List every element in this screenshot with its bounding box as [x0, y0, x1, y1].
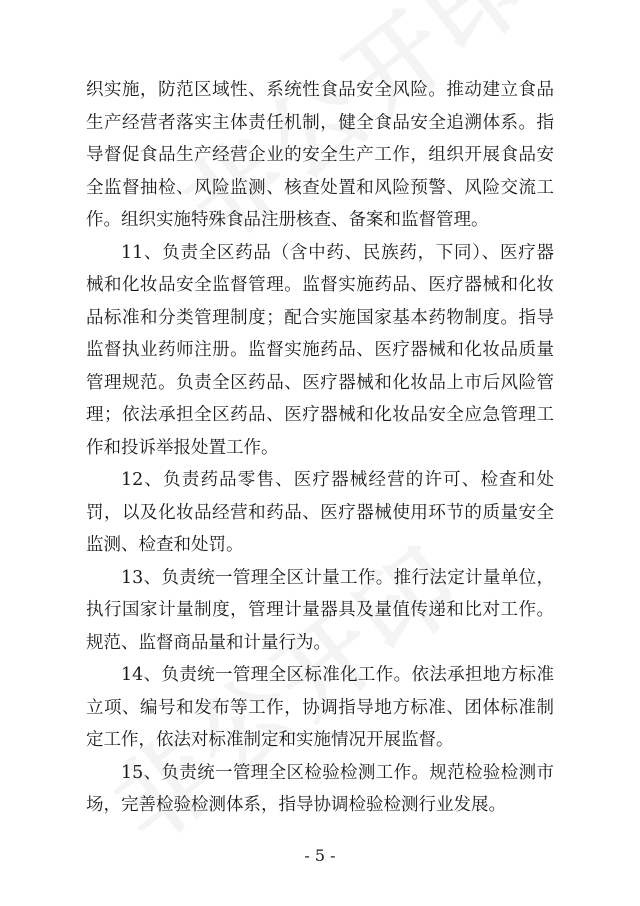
paragraph: 织实施，防范区域性、系统性食品安全风险。推动建立食品生产经营者落实主体责任机制，健全食品安全追溯体系。指导督促食品生产经营企业的安全生产工作，组织开展食品安全监督抽检、风险监测、核查处置和风险预警、风险交流工作。组织实施特殊食品注册核查、备案和监督管理。: [86, 80, 554, 230]
page-number: - 5 -: [304, 846, 336, 865]
paragraph: 14、负责统一管理全区标准化工作。依法承担地方标准立项、编号和发布等工作，协调指导地方标准、团体标准制定工作，依法对标准制定和实施情况开展监督。: [86, 665, 554, 750]
paragraph: 12、负责药品零售、医疗器械经营的许可、检查和处罚，以及化妆品经营和药品、医疗器械使用环节的质量安全监测、检查和处罚。: [86, 470, 554, 555]
paragraph: 11、负责全区药品（含中药、民族药，下同）、医疗器械和化妆品安全监督管理。监督实施药品、医疗器械和化妆品标准和分类管理制度；配合实施国家基本药物制度。指导监督执业药师注册。监督实施药品、医疗器械和化妆品质量管理规范。负责全区药品、医疗器械和化妆品上市后风险管理；依法承担全区药品、医疗器械和化妆品安全应急管理工作和投诉举报处置工作。: [86, 242, 554, 458]
document-body: [86, 74, 554, 822]
paragraph: 15、负责统一管理全区检验检测工作。规范检验检测市场，完善检验检测体系，指导协调检验检测行业发展。: [86, 762, 554, 815]
paragraph: 13、负责统一管理全区计量工作。推行法定计量单位，执行国家计量制度，管理计量器具及量值传递和比对工作。规范、监督商品量和计量行为。: [86, 567, 554, 653]
